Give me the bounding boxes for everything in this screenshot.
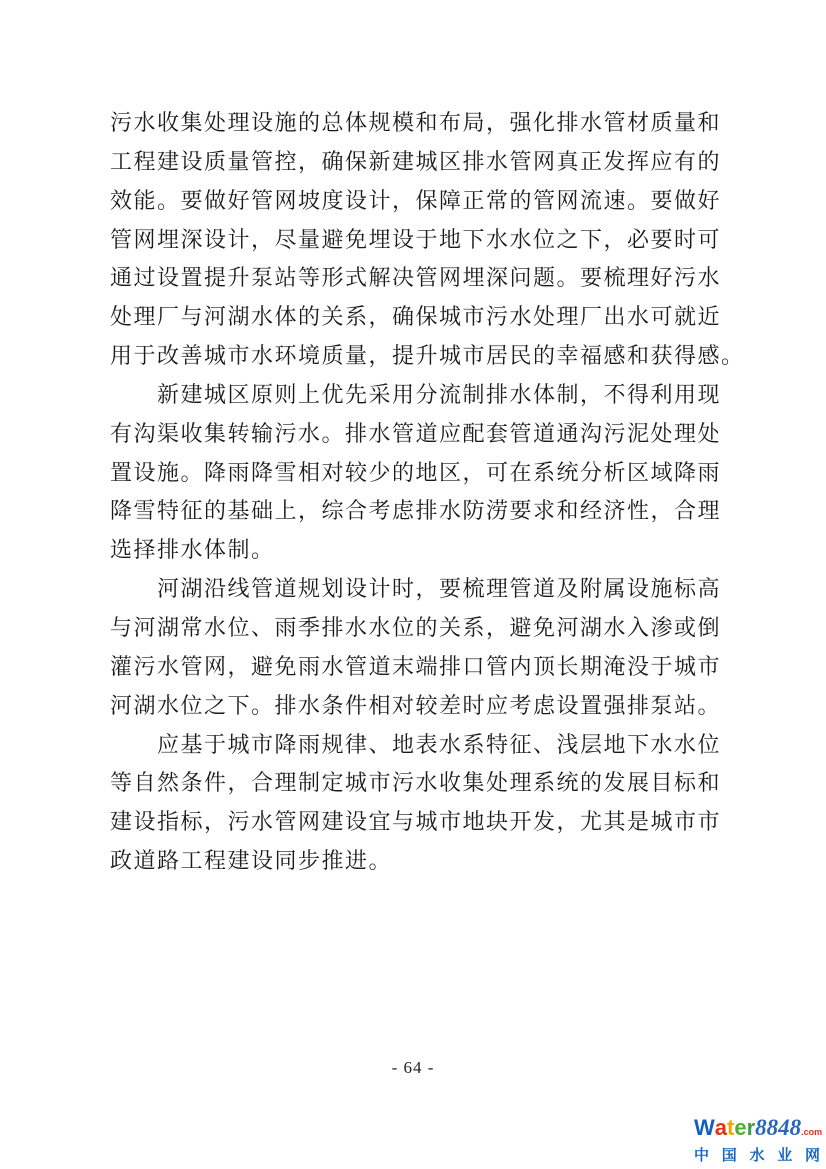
- text-line: 降雪特征的基础上，综合考虑排水防涝要求和经济性，合理: [110, 498, 722, 524]
- text-line: 处理厂与河湖水体的关系，确保城市污水处理厂出水可就近: [110, 304, 722, 330]
- text-line: 河湖水位之下。排水条件相对较差时应考虑设置强排泵站。: [110, 692, 722, 718]
- text-line: 管网埋深设计，尽量避免埋设于地下水水位之下，必要时可: [110, 226, 722, 252]
- text-line: 等自然条件，合理制定城市污水收集处理系统的发展目标和: [110, 770, 722, 796]
- text-line: 污水收集处理设施的总体规模和布局，强化排水管材质量和: [110, 110, 722, 135]
- text-line: 用于改善城市水环境质量，提升城市居民的幸福感和获得感。: [110, 343, 745, 369]
- text-line: 河湖沿线管道规划设计时，要梳理管道及附属设施标高: [157, 576, 722, 602]
- text-line: 新建城区原则上优先采用分流制排水体制，不得利用现: [157, 381, 722, 407]
- water8848-logo: [694, 1116, 822, 1164]
- text-line: 政道路工程建设同步推进。: [110, 848, 393, 874]
- text-line: 与河湖常水位、雨季排水水位的关系，避免河湖水入渗或倒: [110, 614, 722, 640]
- text-line: 工程建设质量管控，确保新建城区排水管网真正发挥应有的: [110, 148, 722, 174]
- text-line: 灌污水管网，避免雨水管道末端排口管内顶长期淹没于城市: [110, 653, 722, 679]
- water8848-subtitle: 中 国 水 业 网: [694, 1147, 820, 1164]
- water8848-brand-word: Water: [694, 1115, 756, 1140]
- text-line: 置设施。降雨降雪相对较少的地区，可在系统分析区域降雨: [110, 459, 722, 485]
- text-line: 有沟渠收集转输污水。排水管道应配套管道通沟污泥处理处: [110, 420, 722, 446]
- water8848-brand-tld: .com: [801, 1127, 823, 1137]
- text-line: 选择排水体制。: [110, 537, 275, 563]
- water8848-brand-number: 8848: [755, 1115, 802, 1140]
- water8848-brand: [694, 1116, 822, 1144]
- document-body: [110, 104, 750, 881]
- text-line: 效能。要做好管网坡度设计，保障正常的管网流速。要做好: [110, 187, 722, 213]
- page-number: - 64 -: [391, 1058, 435, 1077]
- text-line: 建设指标，污水管网建设宜与城市地块开发，尤其是城市市: [110, 809, 722, 835]
- text-line: 通过设置提升泵站等形式解决管网埋深问题。要梳理好污水: [110, 265, 722, 291]
- text-line: 应基于城市降雨规律、地表水系特征、浅层地下水水位: [157, 731, 722, 757]
